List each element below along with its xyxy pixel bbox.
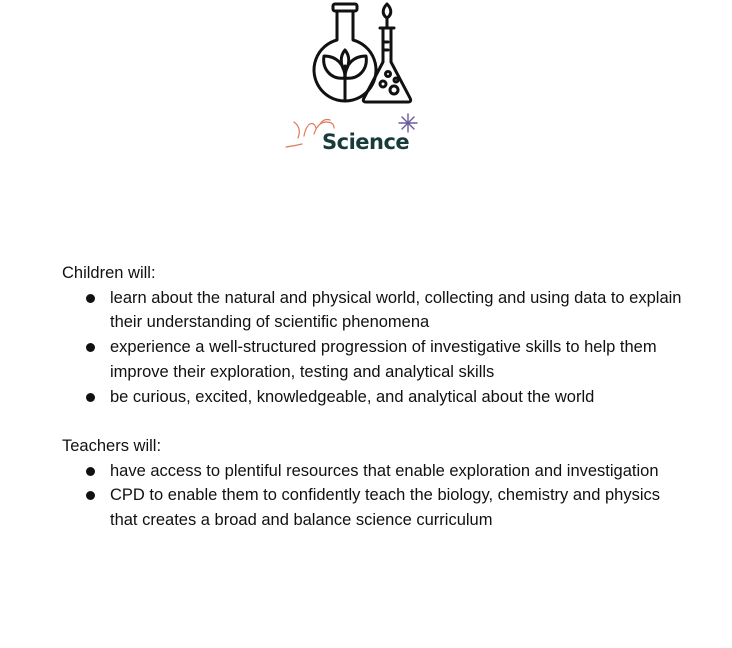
list-item	[62, 385, 682, 410]
teachers-list	[62, 459, 682, 533]
list-item-text: learn about the natural and physical world, collecting and using data to explain their understanding of scientific phenomena	[110, 288, 682, 332]
children-list	[62, 286, 682, 410]
list-item-text: CPD to enable them to confidently teach the biology, chemistry and physics that creates a broad and balance science curriculum	[110, 486, 660, 530]
science-logo	[280, 0, 430, 165]
bullet-icon	[86, 467, 95, 476]
bubble-icon	[386, 72, 391, 77]
bullet-icon	[86, 343, 95, 352]
children-heading: Children will:	[62, 264, 156, 282]
bubble-icon	[394, 78, 398, 82]
list-item-text: be curious, excited, knowledgeable, and analytical about the world	[110, 387, 595, 406]
list-item-text: have access to plentiful resources that enable exploration and investigation	[110, 461, 659, 480]
erlenmeyer-flask	[363, 28, 410, 102]
list-item	[62, 286, 682, 335]
bubble-icon	[390, 86, 398, 94]
teachers-heading: Teachers will:	[62, 436, 162, 455]
bullet-icon	[86, 491, 95, 500]
logo-title: Science	[322, 130, 410, 154]
bubble-icon	[380, 81, 386, 87]
bullet-icon	[86, 294, 95, 303]
section-spacer	[62, 409, 682, 434]
list-item	[62, 459, 682, 484]
flame-icon	[383, 4, 391, 28]
list-item	[62, 335, 682, 384]
list-item	[62, 483, 682, 532]
list-item-text: experience a well-structured progression of investigative skills to help them improve their exploration, testing and analytical skills	[110, 338, 657, 381]
document-body	[62, 261, 682, 533]
bullet-icon	[86, 393, 95, 402]
